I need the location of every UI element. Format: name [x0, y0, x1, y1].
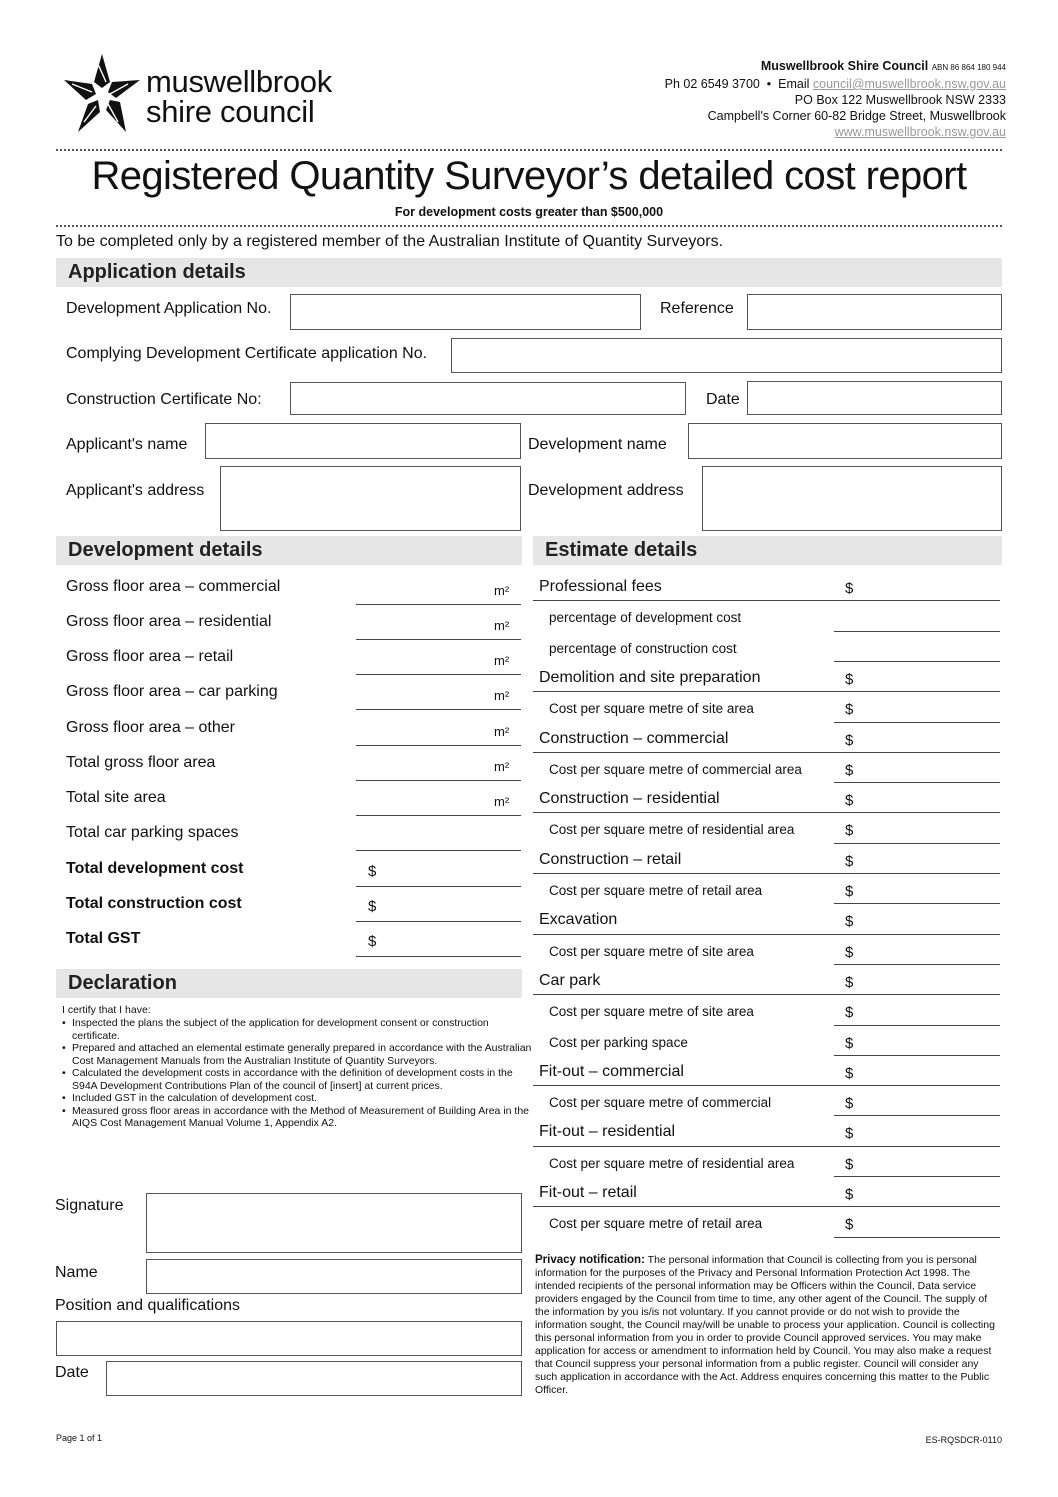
declaration-item: • Inspected the plans the subject of the application for development consent or construction certificate.	[72, 1017, 532, 1042]
estimate-row-label: percentage of construction cost	[549, 640, 737, 656]
development-name-label: Development name	[528, 436, 667, 453]
dev-row-unit: m²	[494, 688, 510, 703]
dev-row-label: Gross floor area – car parking	[66, 683, 278, 700]
street-address: Campbell's Corner 60-82 Bridge Street, Muswellbrook	[707, 109, 1006, 123]
estimate-row-currency: $	[845, 943, 854, 961]
estimate-row-label: Cost per square metre of site area	[549, 1004, 754, 1020]
dev-row-field[interactable]	[356, 709, 521, 710]
declaration-date-field[interactable]	[106, 1361, 522, 1396]
estimate-row-field[interactable]	[834, 843, 1000, 844]
dev-row-field[interactable]	[356, 780, 521, 781]
estimate-row-label: Car park	[539, 971, 601, 989]
estimate-row-currency: $	[845, 792, 854, 810]
signature-field[interactable]	[146, 1193, 522, 1253]
abn: ABN 86 864 180 944	[931, 63, 1006, 72]
estimate-row-field[interactable]	[533, 752, 1000, 753]
applicant-name-field[interactable]	[205, 423, 521, 459]
date-field[interactable]	[747, 381, 1002, 415]
estimate-row-field[interactable]	[533, 934, 1000, 935]
reference-label: Reference	[660, 300, 734, 317]
estimate-row-label: Cost per parking space	[549, 1034, 688, 1050]
estimate-row-field[interactable]	[834, 631, 1000, 632]
applicant-address-field[interactable]	[220, 466, 521, 531]
development-address-field[interactable]	[702, 466, 1002, 531]
privacy-text: The personal information that Council is collecting from you is personal information for the purposes of the Privacy and Personal Information Protection Act 1998. The intended recipients of the personal information may be Officers within the Council, Data service providers engaged by the Council from time to time, any other agent of the Council. The supply of the information by you is/is not voluntary. If you cannot provide or do not wish to provide the information sought, the Council may/will be unable to process your application. Council is collecting this personal information from you in order to provide Council approved services. You may make application for access or amendment to information held by Council. You may also make a request that Council suppress your personal information from a public register. Council will consider any such application in accordance with the Act. Address enquires concerning this matter to the Public Officer.	[535, 1254, 995, 1396]
dev-row-unit: m²	[494, 618, 510, 633]
estimate-row-currency: $	[845, 852, 854, 870]
estimate-row-field[interactable]	[834, 722, 1000, 723]
estimate-row-currency: $	[845, 731, 854, 749]
estimate-row-label: percentage of development cost	[549, 610, 742, 626]
cdc-field[interactable]	[451, 338, 1002, 373]
estimate-row-field[interactable]	[834, 903, 1000, 904]
section-declaration: Declaration	[56, 969, 522, 998]
divider	[56, 149, 1002, 151]
dev-total-unit: $	[368, 933, 377, 950]
estimate-row-field[interactable]	[533, 691, 1000, 692]
name-field[interactable]	[146, 1259, 522, 1294]
dev-row-unit: m²	[494, 653, 510, 668]
dev-row-label: Total site area	[66, 789, 166, 806]
dev-row-label: Total gross floor area	[66, 754, 216, 771]
section-application: Application details	[56, 258, 1002, 287]
po-box: PO Box 122 Muswellbrook NSW 2333	[794, 93, 1006, 107]
logo-line-2: shire council	[146, 94, 315, 129]
form-code: ES-RQSDCR-0110	[925, 1435, 1002, 1445]
dev-row-unit: m²	[494, 759, 510, 774]
estimate-row-field[interactable]	[533, 1206, 1000, 1207]
estimate-row-label: Professional fees	[539, 578, 662, 595]
applicant-address-label: Applicant's address	[66, 482, 205, 499]
name-label: Name	[55, 1264, 98, 1281]
estimate-row-field[interactable]	[834, 1237, 1000, 1238]
estimate-row-currency: $	[845, 973, 854, 991]
estimate-row-label: Cost per square metre of residential area	[549, 822, 795, 838]
reference-field[interactable]	[747, 294, 1002, 330]
declaration-item: • Calculated the development costs in accordance with the definition of development costs in the S94A Development Contributions Plan of the council of [insert] at current prices.	[72, 1067, 532, 1092]
estimate-row-currency: $	[845, 1064, 854, 1082]
estimate-row-label: Construction – commercial	[539, 729, 729, 747]
cdc-label: Complying Development Certificate application No.	[66, 345, 428, 362]
position-label: Position and qualifications	[55, 1297, 241, 1314]
dev-row-field[interactable]	[356, 850, 521, 851]
section-estimate: Estimate details	[533, 536, 1002, 565]
page-subtitle: For development costs greater than $500,000	[394, 205, 664, 219]
estimate-row-field[interactable]	[834, 1055, 1000, 1056]
date-label: Date	[706, 391, 740, 408]
dev-row-field[interactable]	[356, 745, 521, 746]
cc-no-label: Construction Certificate No:	[66, 391, 262, 408]
estimate-row-label: Fit-out – commercial	[539, 1062, 684, 1080]
estimate-row-field[interactable]	[834, 1176, 1000, 1177]
declaration-intro: I certify that I have:	[62, 1004, 151, 1016]
estimate-row-field[interactable]	[834, 782, 1000, 783]
email-label: Email	[778, 77, 810, 91]
dev-row-field[interactable]	[356, 815, 521, 816]
estimate-row-currency: $	[845, 670, 854, 688]
estimate-row-field[interactable]	[834, 1115, 1000, 1116]
estimate-row-currency: $	[845, 1155, 854, 1173]
privacy-notice	[535, 1254, 1003, 1397]
star-logo-icon	[62, 52, 142, 136]
logo-line-1: muswellbrook	[146, 64, 332, 99]
dev-row-unit: m²	[494, 794, 510, 809]
estimate-row-currency: $	[845, 1125, 854, 1143]
dev-total-field[interactable]	[356, 956, 521, 957]
estimate-row-currency: $	[845, 822, 854, 840]
privacy-heading: Privacy notification:	[535, 1254, 645, 1266]
website-link[interactable]: www.muswellbrook.nsw.gov.au	[834, 125, 1006, 139]
estimate-row-currency: $	[845, 701, 854, 719]
dev-total-field[interactable]	[356, 921, 521, 922]
dev-total-label: Total construction cost	[66, 895, 242, 912]
estimate-row-currency: $	[845, 1034, 854, 1052]
dev-row-label: Gross floor area – commercial	[66, 578, 281, 595]
dev-total-label: Total development cost	[66, 860, 244, 877]
dev-total-unit: $	[368, 863, 377, 880]
estimate-row-label: Cost per square metre of retail area	[549, 1216, 763, 1232]
dev-row-label: Gross floor area – retail	[66, 648, 234, 665]
estimate-row-label: Cost per square metre of commercial area	[549, 761, 802, 777]
estimate-row-field[interactable]	[834, 661, 1000, 662]
estimate-row-field[interactable]	[834, 964, 1000, 965]
estimate-row-field[interactable]	[834, 1025, 1000, 1026]
estimate-row-label: Fit-out – retail	[539, 1184, 637, 1201]
council-name: Muswellbrook Shire Council	[760, 59, 929, 73]
estimate-row-field[interactable]	[533, 994, 1000, 995]
estimate-row-label: Cost per square metre of residential area	[549, 1155, 795, 1171]
signature-label: Signature	[55, 1197, 124, 1214]
estimate-row-label: Excavation	[539, 911, 618, 929]
estimate-row-label: Construction – retail	[539, 850, 682, 868]
estimate-row-currency: $	[845, 1186, 854, 1203]
estimate-row-currency: $	[845, 761, 854, 779]
estimate-row-label: Cost per square metre of retail area	[549, 883, 763, 898]
dev-row-label: Total car parking spaces	[66, 824, 239, 841]
section-development: Development details	[56, 536, 522, 565]
dev-row-label: Gross floor area – other	[66, 719, 235, 736]
estimate-row-field[interactable]	[533, 873, 1000, 874]
da-no-label: Development Application No.	[66, 300, 272, 317]
estimate-row-currency: $	[845, 1004, 854, 1022]
estimate-row-label: Demolition and site preparation	[539, 668, 761, 686]
page-number: Page 1 of 1	[56, 1433, 103, 1443]
council-logo	[62, 52, 362, 136]
council-contact: Muswellbrook Shire Council ABN 86 864 180 944 Ph 02 6549 3700 • Email council@muswellbrook.nsw.gov.au PO Box 122 Muswellbrook NSW 2333 Campbell's Corner 60-82 Bridge Street, Muswellbrook www.muswellbrook.nsw.gov.au	[664, 59, 1006, 139]
declaration-item: • Prepared and attached an elemental estimate generally prepared in accordance with the Australian Cost Management Manuals from the Australian Institute of Quantity Surveyors.	[72, 1042, 532, 1067]
dev-row-field[interactable]	[356, 639, 521, 640]
estimate-row-label: Cost per square metre of site area	[549, 701, 754, 717]
position-field[interactable]	[56, 1321, 522, 1356]
estimate-row-currency: $	[845, 1095, 854, 1113]
declaration-list	[56, 1017, 532, 1130]
da-no-field[interactable]	[290, 294, 641, 330]
development-name-field[interactable]	[688, 423, 1002, 459]
dev-row-unit: m²	[494, 583, 510, 598]
estimate-row-label: Construction – residential	[539, 790, 720, 808]
estimate-row-field[interactable]	[533, 1085, 1000, 1086]
estimate-row-label: Cost per square metre of site area	[549, 943, 754, 959]
dev-total-field[interactable]	[356, 886, 521, 887]
estimate-row-label: Cost per square metre of commercial	[549, 1095, 772, 1111]
declaration-item: • Measured gross floor areas in accordance with the Method of Measurement of Building Area in the AIQS Cost Management Manual Volume 1, Appendix A2.	[72, 1105, 532, 1130]
development-address-label: Development address	[528, 482, 684, 499]
estimate-row-currency: $	[845, 913, 854, 931]
intro-text: To be completed only by a registered member of the Australian Institute of Quantity Surveyors.	[56, 233, 724, 250]
estimate-row-currency: $	[845, 580, 854, 597]
dev-row-label: Gross floor area – residential	[66, 613, 272, 630]
estimate-row-currency: $	[845, 1216, 854, 1234]
dev-total-label: Total GST	[66, 930, 141, 947]
email-link[interactable]: council@muswellbrook.nsw.gov.au	[812, 77, 1006, 91]
estimate-row-currency: $	[845, 883, 854, 900]
phone: Ph 02 6549 3700	[664, 77, 760, 91]
page-title: Registered Quantity Surveyor’s detailed cost report	[91, 154, 967, 198]
divider	[56, 225, 1002, 227]
dev-row-unit: m²	[494, 724, 510, 739]
applicant-name-label: Applicant's name	[66, 436, 188, 453]
estimate-row-field[interactable]	[533, 600, 1000, 601]
dev-row-field[interactable]	[356, 674, 521, 675]
estimate-row-label: Fit-out – residential	[539, 1123, 676, 1141]
cc-no-field[interactable]	[290, 382, 686, 415]
estimate-row-field[interactable]	[533, 812, 1000, 813]
dev-total-unit: $	[368, 898, 377, 915]
declaration-item: • Included GST in the calculation of development cost.	[72, 1092, 532, 1105]
dev-row-field[interactable]	[356, 604, 521, 605]
estimate-row-field[interactable]	[533, 1146, 1000, 1147]
declaration-date-label: Date	[55, 1364, 89, 1381]
